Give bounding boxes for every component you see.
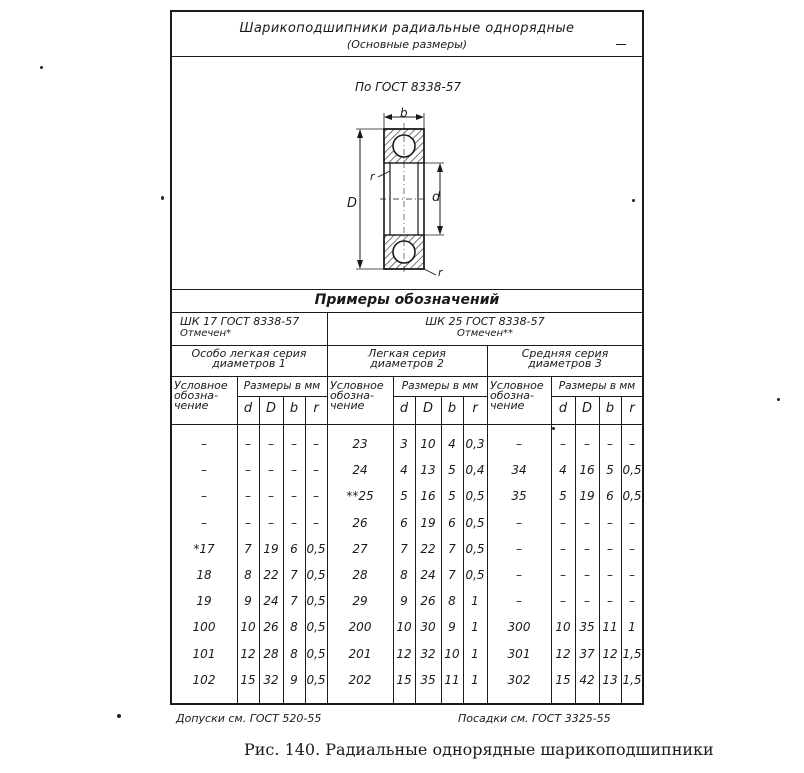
dim-label-d: d (432, 190, 441, 205)
designation-word-2: обозна- (330, 389, 374, 402)
table-cell: 0,5 (465, 489, 485, 504)
rule (171, 289, 643, 290)
table-cell: 301 (507, 646, 531, 661)
table-cell: 0,5 (306, 646, 326, 661)
dim-label-b: b (400, 106, 408, 120)
series-2-line2: диаметров 2 (370, 357, 444, 370)
col-d-2: d (399, 401, 409, 416)
table-cell: 35 (579, 620, 595, 635)
table-cell: 0,5 (306, 568, 326, 582)
table-cell: 28 (263, 646, 279, 661)
table-cell: 9 (290, 672, 298, 687)
table-cell: 7 (448, 541, 456, 556)
table-cell: 37 (579, 646, 595, 661)
example-right-line2: Отмечен** (457, 328, 513, 339)
table-cell: 0,5 (622, 463, 642, 478)
table-cell: – (516, 594, 522, 609)
table-cell: – (629, 594, 635, 609)
rule (171, 424, 643, 425)
table-cell: – (313, 489, 319, 504)
table-cell: – (629, 515, 635, 530)
designation-word-2: обозна- (490, 389, 534, 402)
table-cell: – (584, 568, 590, 582)
table-cell: – (291, 437, 297, 451)
rule (171, 376, 643, 377)
table-cell: – (516, 568, 522, 582)
table-cell: – (516, 437, 522, 451)
series-1-line1: Особо легкая серия (191, 347, 307, 360)
table-cell: – (584, 515, 590, 530)
example-right-line1: ШК 25 ГОСТ 8338-57 (425, 315, 545, 328)
table-cell: – (560, 515, 566, 530)
table-cell: 11 (602, 620, 618, 635)
col-b-1: b (289, 401, 299, 416)
col-r-1: r (313, 401, 319, 416)
bearing-drawing (340, 105, 460, 283)
table-cell: 0,5 (306, 620, 326, 635)
table-cell: – (291, 463, 297, 478)
table-cell: 24 (263, 594, 279, 609)
scan-speck (161, 196, 164, 200)
table-cell: 1,5 (622, 646, 642, 661)
table-cell: 5 (606, 463, 614, 478)
table-cell: – (245, 515, 251, 530)
table-cell: 1 (471, 620, 479, 635)
table-cell: 5 (400, 489, 408, 504)
table-cell: – (607, 437, 613, 451)
table-cell: 0,5 (465, 515, 485, 530)
table-cell: – (313, 437, 319, 451)
designation-word-1: Условное (490, 379, 544, 392)
figure-caption: Рис. 140. Радиальные однорядные шарикоподшипники (244, 740, 714, 759)
table-cell: 8 (400, 568, 408, 582)
table-cell: 11 (444, 672, 460, 687)
col-D-2: D (422, 401, 433, 416)
table-cell: 35 (420, 672, 436, 687)
table-cell: 10 (240, 620, 256, 635)
designation-word-3: чение (330, 399, 365, 412)
table-cell: 201 (348, 646, 372, 661)
table-cell: 32 (420, 646, 436, 661)
col-b-3: b (605, 401, 615, 416)
rule (237, 396, 327, 397)
table-cell: 5 (559, 489, 567, 504)
table-cell: 15 (396, 672, 412, 687)
table-cell: 1 (628, 620, 636, 635)
col-r-3: r (629, 401, 635, 416)
table-cell: 200 (348, 620, 372, 635)
col-r-2: r (472, 401, 478, 416)
col-D-3: D (581, 401, 592, 416)
table-cell: 23 (352, 437, 368, 451)
table-cell: – (629, 568, 635, 582)
table-cell: 8 (244, 568, 252, 582)
table-cell: 4 (559, 463, 567, 478)
dim-label-D: D (347, 196, 358, 211)
table-cell: – (268, 437, 274, 451)
table-cell: 5 (448, 463, 456, 478)
col-d-1: d (243, 401, 253, 416)
table-cell: 3 (400, 437, 408, 451)
gost-reference: По ГОСТ 8338-57 (355, 80, 461, 94)
table-cell: 26 (420, 594, 436, 609)
sizes-header-1: Размеры в мм (243, 380, 321, 392)
table-cell: 19 (263, 541, 279, 556)
table-cell: 12 (555, 646, 571, 661)
table-cell: 19 (420, 515, 436, 530)
table-cell: 15 (240, 672, 256, 687)
table-cell: 22 (263, 568, 279, 582)
rule (393, 396, 487, 397)
table-cell: – (516, 541, 522, 556)
table-cell: 18 (196, 568, 212, 582)
table-cell: 5 (448, 489, 456, 504)
table-cell: 1 (471, 594, 479, 609)
title-line-2: (Основные размеры) (346, 38, 468, 51)
table-cell: 6 (400, 515, 408, 530)
designation-word-2: обозна- (174, 389, 218, 402)
table-cell: 15 (555, 672, 571, 687)
table-cell: 16 (420, 489, 436, 504)
table-cell: 1 (471, 646, 479, 661)
table-cell: 0,5 (306, 672, 326, 687)
table-cell: 1 (471, 672, 479, 687)
table-cell: – (629, 541, 635, 556)
table-cell: **25 (346, 489, 374, 504)
series-3-line2: диаметров 3 (528, 357, 602, 370)
table-cell: 35 (511, 489, 527, 504)
table-cell: 6 (606, 489, 614, 504)
examples-heading: Примеры обозначений (314, 292, 500, 308)
table-cell: – (291, 515, 297, 530)
table-cell: – (560, 568, 566, 582)
series-2-line1: Легкая серия (368, 347, 446, 360)
table-cell: – (268, 515, 274, 530)
table-cell: – (607, 515, 613, 530)
series-2-header (327, 349, 487, 369)
table-cell: – (584, 437, 590, 451)
table-cell: 8 (290, 620, 298, 635)
dim-label-r-left: r (370, 170, 375, 183)
table-cell: 27 (352, 541, 368, 556)
footer-tolerances: Допуски см. ГОСТ 520-55 (176, 712, 322, 725)
table-cell: 7 (448, 568, 456, 582)
table-cell: 9 (448, 620, 456, 635)
table-cell: – (584, 541, 590, 556)
table-cell: 102 (192, 672, 216, 687)
table-cell: – (201, 489, 207, 504)
table-cell: 30 (420, 620, 436, 635)
table-cell: – (201, 463, 207, 478)
series-3-line1: Средняя серия (521, 347, 609, 360)
rule (327, 312, 328, 704)
table-cell: 29 (352, 594, 368, 609)
table-cell: 10 (555, 620, 571, 635)
footer-fits: Посадки см. ГОСТ 3325-55 (458, 712, 611, 725)
table-cell: 26 (352, 515, 368, 530)
table-cell: – (245, 489, 251, 504)
margin-dash (616, 44, 626, 45)
scan-speck (117, 714, 121, 718)
table-cell: 6 (290, 541, 298, 556)
sizes-header-2: Размеры в мм (401, 380, 479, 392)
table-cell: 7 (400, 541, 408, 556)
table-cell: 19 (196, 594, 212, 609)
title-line-1: Шарикоподшипники радиальные однорядные (239, 21, 575, 36)
scan-speck (632, 199, 635, 202)
table-cell: 12 (396, 646, 412, 661)
designation-word-3: чение (174, 399, 209, 412)
table-cell: – (584, 594, 590, 609)
rule (171, 56, 643, 57)
table-cell: – (268, 463, 274, 478)
table-cell: – (560, 437, 566, 451)
table-cell: – (245, 463, 251, 478)
table-cell: 13 (602, 672, 618, 687)
table-cell: – (607, 568, 613, 582)
scan-speck (40, 66, 43, 69)
designation-word-1: Условное (174, 379, 228, 392)
table-cell: 12 (240, 646, 256, 661)
table-cell: 4 (448, 437, 456, 451)
table-cell: – (291, 489, 297, 504)
table-cell: 0,3 (465, 437, 485, 451)
table-cell: – (516, 515, 522, 530)
table-cell: 16 (579, 463, 595, 478)
table-cell: 7 (244, 541, 252, 556)
sizes-header-3: Размеры в мм (558, 380, 636, 392)
table-cell: 0,5 (465, 541, 485, 556)
table-cell: 19 (579, 489, 595, 504)
table-cell: 7 (290, 594, 298, 609)
rule (171, 345, 643, 346)
table-cell: – (313, 515, 319, 530)
table-cell: 0,5 (306, 541, 326, 556)
table-cell: 0,5 (622, 489, 642, 504)
designation-header-1 (174, 381, 228, 411)
rule (551, 396, 643, 397)
table-cell: – (245, 437, 251, 451)
table-cell: – (201, 437, 207, 451)
table-cell: 24 (420, 568, 436, 582)
table-cell: – (313, 463, 319, 478)
series-3-header (487, 349, 643, 369)
table-cell: 42 (579, 672, 595, 687)
table-cell: 10 (444, 646, 460, 661)
example-left-line1: ШК 17 ГОСТ 8338-57 (180, 315, 300, 328)
col-d-3: d (558, 401, 568, 416)
table-cell: 24 (352, 463, 368, 478)
table-cell: 101 (192, 646, 216, 661)
table-cell: 7 (290, 568, 298, 582)
designation-word-1: Условное (330, 379, 384, 392)
table-cell: 0,4 (465, 463, 485, 478)
table-cell: 26 (263, 620, 279, 635)
table-cell: 100 (192, 620, 216, 635)
table-cell: 1,5 (622, 672, 642, 687)
col-D-1: D (265, 401, 276, 416)
designation-header-3 (490, 381, 544, 411)
table-cell: 10 (396, 620, 412, 635)
table-cell: 302 (507, 672, 531, 687)
table-cell: 300 (507, 620, 531, 635)
dim-label-r-right: r (438, 266, 443, 279)
table-cell: 9 (244, 594, 252, 609)
table-cell: 9 (400, 594, 408, 609)
table-cell: 8 (290, 646, 298, 661)
table-cell: – (560, 594, 566, 609)
series-1-line2: диаметров 1 (212, 357, 286, 370)
scan-speck (777, 398, 780, 401)
table-cell: 6 (448, 515, 456, 530)
designation-header-2 (330, 381, 384, 411)
table-cell: – (560, 541, 566, 556)
table-cell: – (268, 489, 274, 504)
table-cell: 202 (348, 672, 372, 687)
table-cell: 28 (352, 568, 368, 582)
series-1-header (171, 349, 327, 369)
table-cell: – (607, 541, 613, 556)
table-cell: – (607, 594, 613, 609)
table-cell: *17 (193, 541, 215, 556)
table-cell: 12 (602, 646, 618, 661)
table-cell: – (629, 437, 635, 451)
scan-speck (552, 427, 555, 430)
table-cell: 10 (420, 437, 436, 451)
designation-word-3: чение (490, 399, 525, 412)
table-cell: 8 (448, 594, 456, 609)
example-left-line2: Отмечен* (180, 328, 231, 339)
table-cell: 4 (400, 463, 408, 478)
rule (171, 312, 643, 313)
table-cell: – (201, 515, 207, 530)
table-cell: 22 (420, 541, 436, 556)
table-cell: 0,5 (306, 594, 326, 609)
table-cell: 0,5 (465, 568, 485, 582)
col-b-2: b (447, 401, 457, 416)
table-cell: 32 (263, 672, 279, 687)
table-cell: 34 (511, 463, 527, 478)
table-cell: 13 (420, 463, 436, 478)
